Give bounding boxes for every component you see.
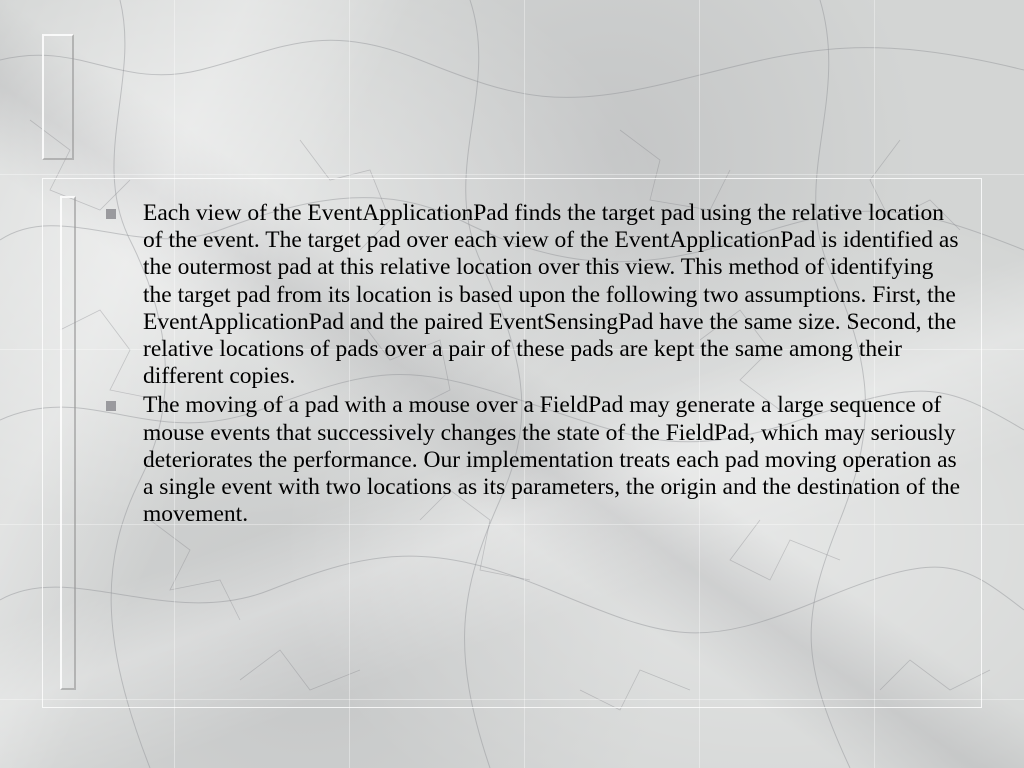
square-bullet-icon <box>106 209 116 219</box>
slide-body <box>104 200 964 530</box>
bullet-item <box>104 200 964 390</box>
tile-seam <box>0 174 1024 175</box>
square-bullet-icon <box>106 401 116 411</box>
bullet-text: The moving of a pad with a mouse over a FieldPad may generate a large sequence of mouse events that successively changes the state of the FieldPad, which may seriously deteriorates the performance. Our implementation treats each pad moving operation as a single event with two locations as its parameters, the origin and the destination of the movement. <box>143 392 961 528</box>
bullet-text: Each view of the EventApplicationPad finds the target pad using the relative location of the event. The target pad over each view of the EventApplicationPad is identified as the outermost pad at this relative location over this view. This method of identifying the target pad from its location is based upon the following two assumptions. First, the EventApplicationPad and the paired EventSensingPad have the same size. Second, the relative locations of pads over a pair of these pads are kept the same among their different copies. <box>143 200 959 390</box>
left-accent-bar <box>60 196 76 690</box>
title-placeholder-bar <box>42 34 74 160</box>
bullet-item <box>104 392 964 528</box>
